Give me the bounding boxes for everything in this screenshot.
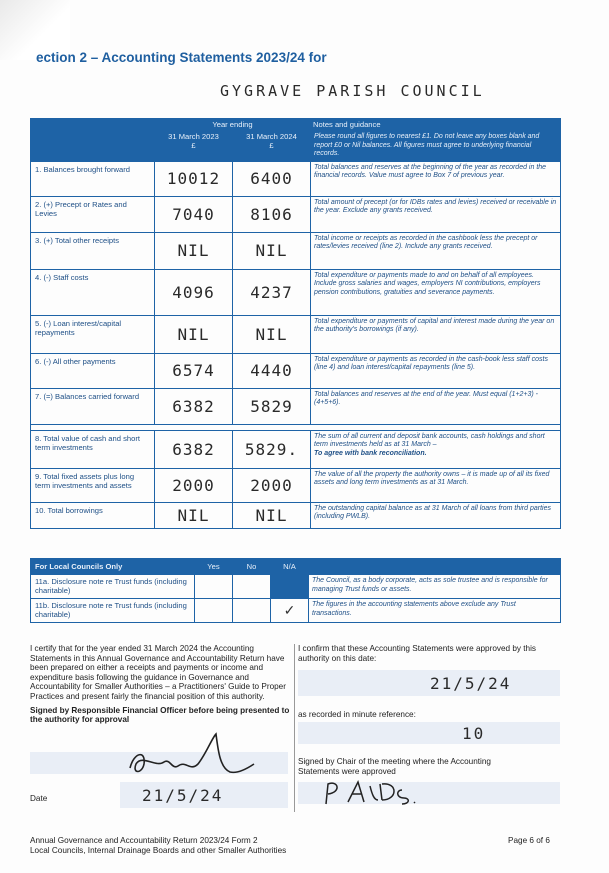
yes-box[interactable] [195, 599, 233, 623]
value-2023: NIL [155, 315, 233, 353]
value-2024: 4440 [233, 353, 311, 388]
col-2024-header: 31 March 2024 £ [233, 131, 311, 162]
value-2023: 2000 [155, 468, 233, 502]
statement-row [31, 468, 561, 502]
row-guidance-note: The sum of all current and deposit bank accounts, cash holdings and short term investments held as at 31 March – To agree with bank reconciliation. [311, 430, 561, 468]
value-2023: 6382 [155, 388, 233, 424]
rfo-date-handwritten: 21/5/24 [142, 786, 224, 805]
value-2024: 6400 [233, 161, 311, 196]
certification-block [30, 644, 292, 725]
page-number: Page 6 of 6 [508, 836, 550, 845]
no-header: No [233, 559, 271, 575]
value-2024: NIL [233, 232, 311, 269]
value-2023: 10012 [155, 161, 233, 196]
statement-row [31, 232, 561, 269]
row-guidance-note: Total expenditure or payments as recorded in the cash-book less staff costs (line 4) and loan interest/capital repayments (line 5). [311, 353, 561, 388]
footer-line-2: Local Councils, Internal Drainage Boards and other Smaller Authorities [30, 846, 287, 855]
row-label: 8. Total value of cash and short term investments [31, 430, 155, 468]
rfo-signature-image [120, 728, 260, 786]
section-title: ection 2 – Accounting Statements 2023/24 for [36, 50, 327, 65]
col-2023-header: 31 March 2023 £ [155, 131, 233, 162]
confirmation-block [298, 644, 560, 663]
row-guidance-note: Total expenditure or payments made to and on behalf of all employees. Include gross salaries and wages, employers NI contributions, employers pension contributions, gratuities and severance payments. [311, 269, 561, 315]
notes-header: Notes and guidance [311, 119, 561, 131]
value-2024: NIL [233, 502, 311, 528]
trust-fund-row [31, 599, 561, 623]
approval-date-field [298, 670, 560, 696]
rfo-signed-label: Signed by Responsible Financial Officer before being presented to the authority for approval [30, 705, 290, 725]
value-2024: 8106 [233, 196, 311, 232]
trust-fund-label: 11a. Disclosure note re Trust funds (including charitable) [31, 575, 195, 599]
no-box[interactable] [233, 599, 271, 623]
row-label: 3. (+) Total other receipts [31, 232, 155, 269]
row-label: 6. (-) All other payments [31, 353, 155, 388]
na-header: N/A [271, 559, 309, 575]
row-guidance-note: Total expenditure or payments of capital and interest made during the year on the authority's borrowings (if any). [311, 315, 561, 353]
trust-fund-row [31, 575, 561, 599]
row-guidance-note: Total balances and reserves at the beginning of the year as recorded in the financial records. Value must agree to Box 7 of previous year. [311, 161, 561, 196]
value-2023: 6382 [155, 430, 233, 468]
value-2023: 7040 [155, 196, 233, 232]
date-label: Date [30, 794, 48, 803]
value-2023: NIL [155, 232, 233, 269]
local-councils-header: For Local Councils Only [31, 559, 195, 575]
row-label: 7. (=) Balances carried forward [31, 388, 155, 424]
notes-intro: Please round all figures to nearest £1. Do not leave any boxes blank and report £0 or Nil balances. All figures must agree to underlying financial records. [311, 131, 561, 162]
minute-reference-label: as recorded in minute reference: [298, 710, 416, 719]
value-2023: NIL [155, 502, 233, 528]
na-box[interactable]: ✓ [271, 599, 309, 623]
row-label: 9. Total fixed assets plus long term investments and assets [31, 468, 155, 502]
chair-signed-label: Signed by Chair of the meeting where the Accounting Statements were approved [298, 757, 491, 776]
statement-row [31, 353, 561, 388]
value-2024: NIL [233, 315, 311, 353]
statement-rows [31, 161, 561, 424]
column-divider [294, 644, 295, 812]
row-guidance-note: Total balances and reserves at the end of the year. Must equal (1+2+3) - (4+5+6). [311, 388, 561, 424]
year-ending-header: Year ending [155, 119, 311, 131]
row-guidance-note: The outstanding capital balance as at 31 March of all loans from third parties (including PWLB). [311, 502, 561, 528]
minute-reference-field [298, 722, 560, 744]
minute-reference-handwritten: 10 [462, 724, 486, 743]
statement-row [31, 388, 561, 424]
council-name-handwritten: GYGRAVE PARISH COUNCIL [220, 82, 485, 100]
local-councils-table [30, 558, 561, 623]
approval-date-handwritten: 21/5/24 [430, 674, 512, 693]
value-2024: 5829 [233, 388, 311, 424]
value-2024: 2000 [233, 468, 311, 502]
trust-fund-label: 11b. Disclosure note re Trust funds (including charitable) [31, 599, 195, 623]
row-guidance-note: Total amount of precept (or for IDBs rates and levies) received or receivable in the year. Exclude any grants received. [311, 196, 561, 232]
value-2024: 4237 [233, 269, 311, 315]
value-2024: 5829. [233, 430, 311, 468]
na-box[interactable] [271, 575, 309, 599]
trust-fund-note: The figures in the accounting statements above exclude any Trust transactions. [309, 599, 561, 623]
row-guidance-note: The value of all the property the authority owns – it is made up of all its fixed assets and long term investments as at 31 March. [311, 468, 561, 502]
statement-row [31, 502, 561, 528]
statement-row [31, 161, 561, 196]
footer-line-1: Annual Governance and Accountability Return 2023/24 Form 2 [30, 836, 258, 845]
statement-row [31, 269, 561, 315]
row-label: 2. (+) Precept or Rates and Levies [31, 196, 155, 232]
yes-header: Yes [195, 559, 233, 575]
note-emphasis: To agree with bank reconciliation. [314, 449, 427, 457]
value-2023: 6574 [155, 353, 233, 388]
statement-row [31, 430, 561, 468]
accounting-statements-table [30, 118, 561, 529]
row-guidance-note: Total income or receipts as recorded in the cashbook less the precept or rates/levies received (line 2). Include any grants received. [311, 232, 561, 269]
asset-rows [31, 430, 561, 528]
value-2023: 4096 [155, 269, 233, 315]
row-label: 4. (-) Staff costs [31, 269, 155, 315]
confirmation-text: I confirm that these Accounting Statements were approved by this authority on this date: [298, 644, 537, 663]
statement-row [31, 196, 561, 232]
trust-fund-note: The Council, as a body corporate, acts as sole trustee and is responsible for managing Trust funds or assets. [309, 575, 561, 599]
yes-box[interactable] [195, 575, 233, 599]
statement-row [31, 315, 561, 353]
no-box[interactable] [233, 575, 271, 599]
certification-text: I certify that for the year ended 31 March 2024 the Accounting Statements in this Annual Governance and Accountability Return have been prepared on either a receipts and payments or income and expenditure basis following the guidance in Governance and Accountability for Smaller Authorities – a Practitioners' Guide to Proper Practices and present fairly the financial position of this authority. [30, 644, 286, 701]
row-label: 10. Total borrowings [31, 502, 155, 528]
chair-signature-image [318, 776, 428, 810]
row-label: 5. (-) Loan interest/capital repayments [31, 315, 155, 353]
row-label: 1. Balances brought forward [31, 161, 155, 196]
footer [30, 836, 286, 856]
